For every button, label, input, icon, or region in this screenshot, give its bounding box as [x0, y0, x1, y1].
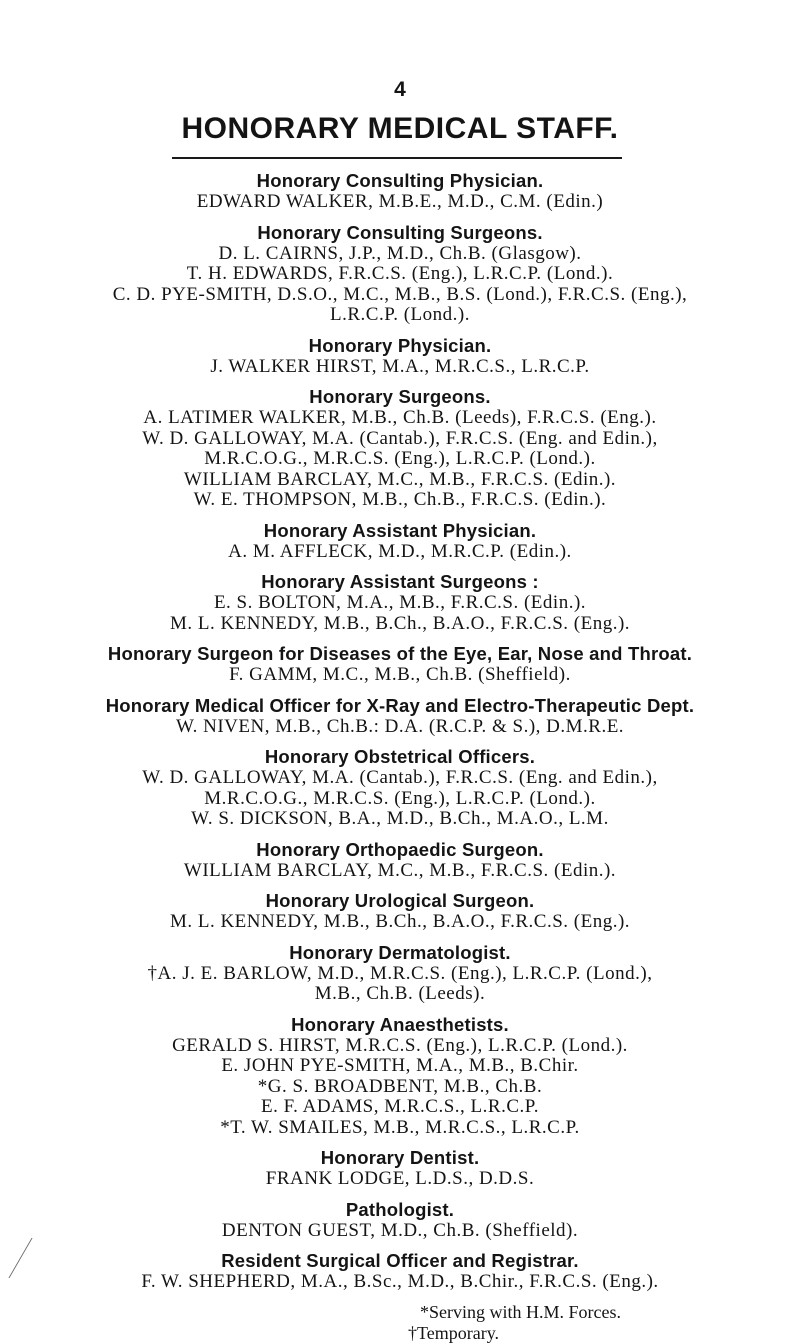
staff-section [40, 942, 760, 1005]
staff-entry-line: GERALD S. HIRST, M.R.C.S. (Eng.), L.R.C.P. (Lond.). [172, 1034, 628, 1056]
staff-entry-line: C. D. PYE-SMITH, D.S.O., M.C., M.B., B.S. (Lond.), F.R.C.S. (Eng.), [112, 283, 688, 305]
staff-section [40, 335, 760, 378]
section-heading: Resident Surgical Officer and Registrar. [221, 1250, 579, 1271]
staff-entry-line: FRANK LODGE, L.D.S., D.D.S. [265, 1168, 535, 1189]
section-heading: Pathologist. [345, 1198, 455, 1220]
staff-section [40, 839, 760, 882]
staff-section [40, 1250, 760, 1293]
staff-entry-line: M.B., Ch.B. (Leeds). [314, 983, 486, 1004]
staff-entry-line: F. GAMM, M.C., M.B., Ch.B. (Sheffield). [229, 664, 571, 685]
section-heading: Honorary Physician. [308, 334, 492, 356]
staff-entry-line: A. LATIMER WALKER, M.B., Ch.B. (Leeds), F.R.C.S. (Eng.). [143, 407, 657, 428]
staff-section [40, 746, 760, 830]
section-heading: Honorary Consulting Physician. [256, 170, 544, 191]
staff-entry-line: *G. S. BROADBENT, M.B., Ch.B. [257, 1075, 543, 1097]
section-heading: Honorary Urological Surgeon. [265, 890, 535, 911]
staff-entry-line: F. W. SHEPHERD, M.A., B.Sc., M.D., B.Chir., F.R.C.S. (Eng.). [141, 1271, 659, 1292]
staff-section [40, 1199, 760, 1242]
staff-entry-line: W. D. GALLOWAY, M.A. (Cantab.), F.R.C.S. (Eng. and Edin.), [142, 767, 658, 788]
section-heading: Honorary Consulting Surgeons. [257, 221, 543, 243]
staff-entry-line: J. WALKER HIRST, M.A., M.R.C.S., L.R.C.P. [210, 355, 590, 377]
staff-section [40, 170, 760, 213]
section-heading: Honorary Medical Officer for X-Ray and Electro-Therapeutic Dept. [105, 694, 695, 716]
section-heading: Honorary Dentist. [320, 1147, 480, 1168]
section-heading: Honorary Obstetrical Officers. [264, 746, 536, 767]
staff-entry-line: L.R.C.P. (Lond.). [330, 304, 470, 325]
staff-entry-line: WILLIAM BARCLAY, M.C., M.B., F.R.C.S. (Edin.). [183, 859, 617, 881]
staff-entry-line: DENTON GUEST, M.D., Ch.B. (Sheffield). [221, 1219, 579, 1241]
staff-entry-line: EDWARD WALKER, M.B.E., M.D., C.M. (Edin.) [196, 191, 604, 212]
staff-entry-line: †A. J. E. BARLOW, M.D., M.R.C.S. (Eng.), L.R.C.P. (Lond.), [147, 962, 653, 984]
section-heading: Honorary Surgeons. [309, 386, 491, 407]
section-heading: Honorary Anaesthetists. [291, 1013, 509, 1035]
staff-entry-line: A. M. AFFLECK, M.D., M.R.C.P. (Edin.). [228, 540, 572, 562]
staff-section [40, 1014, 760, 1139]
page-number: 4 [394, 78, 406, 101]
section-heading: Honorary Assistant Physician. [263, 519, 537, 541]
footnote: *Serving with H.M. Forces. [420, 1301, 621, 1322]
staff-entry-line: *T. W. SMAILES, M.B., M.R.C.S., L.R.C.P. [220, 1116, 580, 1138]
staff-list [40, 170, 760, 1344]
staff-entry-line: D. L. CAIRNS, J.P., M.D., Ch.B. (Glasgow). [218, 242, 582, 264]
staff-entry-line: W. NIVEN, M.B., Ch.B.: D.A. (R.C.P. & S.), D.M.R.E. [175, 715, 625, 737]
staff-section [40, 643, 760, 686]
staff-section [40, 571, 760, 634]
title-underline [172, 157, 622, 159]
staff-entry-line: M. L. KENNEDY, M.B., B.Ch., B.A.O., F.R.C.S. (Eng.). [169, 911, 631, 932]
staff-section [40, 222, 760, 326]
staff-entry-line: T. H. EDWARDS, F.R.C.S. (Eng.), L.R.C.P. (Lond.). [186, 263, 614, 284]
staff-entry-line: M.R.C.O.G., M.R.C.S. (Eng.), L.R.C.P. (Lond.). [204, 448, 596, 469]
staff-entry-line: E. S. BOLTON, M.A., M.B., F.R.C.S. (Edin.). [213, 592, 587, 613]
staff-entry-line: W. D. GALLOWAY, M.A. (Cantab.), F.R.C.S. (Eng. and Edin.), [142, 427, 658, 449]
staff-section [40, 1147, 760, 1190]
staff-entry-line: M.R.C.O.G., M.R.C.S. (Eng.), L.R.C.P. (Lond.). [204, 787, 596, 809]
section-heading: Honorary Orthopaedic Surgeon. [256, 838, 544, 860]
staff-entry-line: W. S. DICKSON, B.A., M.D., B.Ch., M.A.O., L.M. [191, 808, 609, 829]
footnotes [40, 1302, 760, 1344]
staff-section [40, 695, 760, 738]
staff-section [40, 386, 760, 511]
staff-entry-line: W. E. THOMPSON, M.B., Ch.B., F.R.C.S. (Edin.). [193, 489, 607, 510]
section-heading: Honorary Assistant Surgeons : [261, 571, 539, 592]
section-heading: Honorary Dermatologist. [289, 941, 511, 963]
staff-section [40, 520, 760, 563]
staff-section [40, 890, 760, 933]
section-heading: Honorary Surgeon for Diseases of the Eye, Ear, Nose and Throat. [107, 643, 693, 664]
footnote: †Temporary. [408, 1322, 500, 1343]
staff-entry-line: E. F. ADAMS, M.R.C.S., L.R.C.P. [261, 1096, 539, 1117]
staff-entry-line: E. JOHN PYE-SMITH, M.A., M.B., B.Chir. [221, 1055, 579, 1076]
staff-entry-line: WILLIAM BARCLAY, M.C., M.B., F.R.C.S. (Edin.). [183, 468, 617, 490]
page-title: HONORARY MEDICAL STAFF. [181, 112, 619, 145]
staff-entry-line: M. L. KENNEDY, M.B., B.Ch., B.A.O., F.R.C.S. (Eng.). [169, 612, 631, 634]
